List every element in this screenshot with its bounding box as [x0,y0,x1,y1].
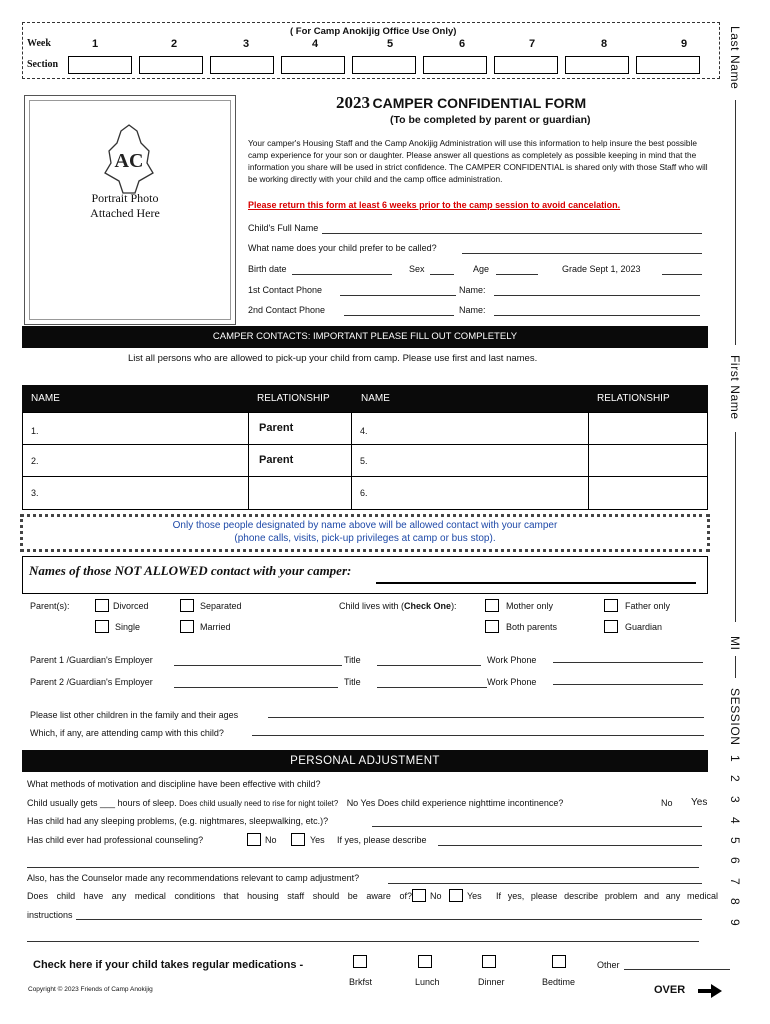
week-number: 8 [601,38,608,50]
contact-relationship-cell[interactable] [248,444,352,477]
counseling-label: Has child ever had professional counseling? [27,835,204,845]
form-title-text: CAMPER CONFIDENTIAL FORM [372,95,587,111]
employer2-label: Parent 2 /Guardian's Employer [30,677,153,687]
notice-line-1: Only those people designated by name above will be allowed contact with your camper [172,520,558,531]
toilet-no[interactable]: No [346,798,359,808]
medications-label: Check here if your child takes regular medications - [33,959,304,971]
contact-name-cell[interactable] [22,444,249,477]
guardian-checkbox[interactable] [604,620,618,633]
other-field[interactable] [624,969,730,970]
header-name-2: NAME [361,393,390,404]
sleep-hours-label: Child usually gets ___ hours of sleep. [27,798,177,808]
breakfast-label: Brkfst [349,977,373,987]
work-phone1-label: Work Phone [487,655,537,665]
row-number: 6. [360,488,368,498]
counseling-if-yes-label: If yes, please describe [337,835,427,845]
single-label: Single [115,622,141,632]
form-subtitle: (To be completed by parent or guardian) [390,114,591,126]
session-number[interactable]: 6 [728,857,742,865]
session-number[interactable]: 3 [728,796,742,804]
lives-with-c: ): [451,601,457,611]
birth-label: Birth date [248,264,287,274]
medical-no-checkbox[interactable] [412,889,426,902]
form-title [336,93,586,113]
married-checkbox[interactable] [180,620,194,633]
incontinence-label: Does child experience nighttime incontinence? [377,798,564,808]
session-label: SESSION [728,688,742,746]
header-relationship-1: RELATIONSHIP [257,393,330,404]
mi-line[interactable] [735,656,736,678]
counselor-field[interactable] [388,883,702,884]
counselor-label: Also, has the Counselor made any recommendations relevant to camp adjustment? [27,873,360,883]
counseling-no-checkbox[interactable] [247,833,261,846]
counseling-describe-field[interactable] [438,845,702,846]
sex-field[interactable] [430,274,454,275]
first-name-label: First Name [728,355,742,420]
birth-field[interactable] [292,274,392,275]
medical-label: Does child have any medical conditions that housing staff should be aware of? [27,891,412,901]
return-notice: Please return this form at least 6 weeks prior to the camp session to avoid cancelation. [248,200,621,210]
logo-letters: AC [114,150,144,172]
father-only-label: Father only [625,601,671,611]
employer2-field[interactable] [174,687,338,688]
parents-label: Parent(s): [30,601,70,611]
grade-label: Grade Sept 1, 2023 [562,264,641,274]
title2-field[interactable] [377,687,487,688]
section-box-4[interactable] [281,56,345,74]
sleep-row [27,798,563,808]
breakfast-checkbox[interactable] [353,955,367,968]
contact-relationship-cell[interactable] [248,476,352,510]
section-box-1[interactable] [68,56,132,74]
personal-bar [22,750,708,772]
session-number[interactable]: 4 [728,817,742,825]
row-number: 4. [360,426,368,436]
photo-caption-1: Portrait Photo [91,191,159,205]
other-children-field[interactable] [268,717,704,718]
contacts-bar [22,326,708,348]
section-box-6[interactable] [423,56,487,74]
childs-name-field[interactable] [322,233,702,234]
form-year: 2023 [336,93,370,112]
contact-relationship-cell[interactable] [588,444,708,477]
section-box-9[interactable] [636,56,700,74]
childs-name-label: Child's Full Name [248,223,319,233]
title2-label: Title [344,677,361,687]
week-number: 5 [387,38,394,50]
header-relationship-2: RELATIONSHIP [597,393,670,404]
counseling-no-label: No [265,835,277,845]
divorced-label: Divorced [113,601,149,611]
sleeping-problems-field[interactable] [372,826,702,827]
instructions-field[interactable] [76,919,702,920]
attending-label: Which, if any, are attending camp with this child? [30,728,224,738]
session-number[interactable]: 7 [728,878,742,886]
instructions-label: instructions [27,910,73,920]
section-box-5[interactable] [352,56,416,74]
notice-line-2: (phone calls, visits, pick-up privileges at camp or bus stop). [234,533,496,544]
office-use-heading: ( For Camp Anokijig Office Use Only) [290,26,457,37]
work-phone1-field[interactable] [553,662,703,663]
personal-bar-text: PERSONAL ADJUSTMENT [290,755,440,767]
photo-frame [24,95,236,325]
last-name-line[interactable] [735,100,736,345]
contacts-instruction: List all persons who are allowed to pick-up your child from camp. Please use first and last names. [128,353,538,364]
contact-relationship-cell[interactable] [588,476,708,510]
medical-describe-label: If yes, please describe problem and any medical [496,891,718,901]
contact1-label: 1st Contact Phone [248,285,323,295]
both-parents-label: Both parents [506,622,558,632]
week-number: 7 [529,38,536,50]
not-allowed-label: Names of those NOT ALLOWED contact with your camper: [29,563,352,578]
counseling-yes-label: Yes [310,835,325,845]
first-name-line[interactable] [735,432,736,622]
contact1-phone-field[interactable] [340,295,456,296]
session-number[interactable]: 5 [728,837,742,845]
week-number: 2 [171,38,178,50]
row-number: 3. [31,488,39,498]
both-parents-checkbox[interactable] [485,620,499,633]
medical-yes-checkbox[interactable] [449,889,463,902]
week-label: Week [27,38,51,49]
age-field[interactable] [496,274,538,275]
week-number: 9 [681,38,688,50]
toilet-yes[interactable]: Yes [360,798,376,808]
lives-with-a: Child lives with ( [339,601,405,611]
medical-yes-label: Yes [467,891,482,901]
contacts-bar-text: CAMPER CONTACTS: IMPORTANT PLEASE FILL OUT COMPLETELY [212,331,518,342]
dinner-label: Dinner [478,977,505,987]
contact1-name-label: Name: [459,285,486,295]
instructions-extra-line[interactable] [27,941,699,942]
section-label: Section [27,59,59,70]
incontinence-no[interactable]: No [661,798,673,808]
night-toilet-label: Does child usually need to rise for night toilet? [179,799,339,808]
week-number: 6 [459,38,466,50]
bedtime-checkbox[interactable] [552,955,566,968]
lives-with-label [339,601,457,611]
divorced-checkbox[interactable] [95,599,109,612]
relationship-value: Parent [259,422,294,434]
contact1-name-field[interactable] [494,295,700,296]
row-number: 5. [360,456,368,466]
contact-relationship-cell[interactable] [588,412,708,445]
married-label: Married [200,622,231,632]
attending-field[interactable] [252,735,704,736]
counseling-yes-checkbox[interactable] [291,833,305,846]
contact2-name-label: Name: [459,305,486,315]
pref-name-field[interactable] [462,253,702,254]
title1-label: Title [344,655,361,665]
header-name-1: NAME [31,393,60,404]
intro-paragraph: Your camper's Housing Staff and the Camp Anokijig Administration will use this information to help insure the best possible camp experience for your son or daughter. Please answer all questions as completely as possible keeping in mind that the information you share will be used in strict confidence. The CAMPER CONFIDENTIAL is shared only with those Staff who will be working directly with your child and the camp office administration. [248,138,708,184]
lunch-label: Lunch [415,977,440,987]
week-number: 1 [92,38,99,50]
pref-name-label: What name does your child prefer to be called? [248,243,437,253]
contact-name-cell[interactable] [22,412,249,445]
employer1-label: Parent 1 /Guardian's Employer [30,655,153,665]
week-number: 3 [243,38,250,50]
lunch-checkbox[interactable] [418,955,432,968]
section-box-2[interactable] [139,56,203,74]
father-only-checkbox[interactable] [604,599,618,612]
other-label: Other [597,960,620,970]
contact2-phone-field[interactable] [344,315,454,316]
session-number[interactable]: 1 [728,755,742,763]
title1-field[interactable] [377,665,481,666]
section-box-3[interactable] [210,56,274,74]
work-phone2-field[interactable] [553,684,703,685]
session-number[interactable]: 8 [728,898,742,906]
medical-no-label: No [430,891,442,901]
contact-name-cell[interactable] [22,476,249,510]
single-checkbox[interactable] [95,620,109,633]
camp-logo [97,123,161,195]
mi-label: MI [728,636,742,651]
contact2-label: 2nd Contact Phone [248,305,326,315]
contact-relationship-cell[interactable] [248,412,352,445]
photo-caption-2: Attached Here [90,206,160,220]
arrow-right-icon [697,983,723,999]
other-children-label: Please list other children in the family and their ages [30,710,239,720]
last-name-label: Last Name [728,26,742,90]
week-number: 4 [312,38,319,50]
contact2-name-field[interactable] [494,315,700,316]
row-number: 2. [31,456,39,466]
row-number: 1. [31,426,39,436]
incontinence-yes[interactable]: Yes [691,797,708,808]
section-box-7[interactable] [494,56,558,74]
section-box-8[interactable] [565,56,629,74]
contact-name-cell[interactable] [351,476,589,510]
work-phone2-label: Work Phone [487,677,537,687]
session-number[interactable]: 2 [728,775,742,783]
separated-checkbox[interactable] [180,599,194,612]
contact-name-cell[interactable] [351,444,589,477]
grade-field[interactable] [662,274,702,275]
motivation-label: What methods of motivation and discipline have been effective with child? [27,779,321,789]
dinner-checkbox[interactable] [482,955,496,968]
guardian-label: Guardian [625,622,663,632]
mother-only-label: Mother only [506,601,554,611]
separated-label: Separated [200,601,242,611]
relationship-value: Parent [259,454,294,466]
contact-name-cell[interactable] [351,412,589,445]
copyright: Copyright © 2023 Friends of Camp Anokijig [28,986,153,993]
counseling-extra-line[interactable] [27,867,699,868]
mother-only-checkbox[interactable] [485,599,499,612]
lives-with-b: Check One [404,601,452,611]
session-number[interactable]: 9 [728,919,742,927]
sex-label: Sex [409,264,425,274]
employer1-field[interactable] [174,665,342,666]
not-allowed-field[interactable] [376,582,696,584]
bedtime-label: Bedtime [542,977,576,987]
age-label: Age [473,264,490,274]
over-label: OVER [654,984,686,996]
sleeping-problems-label: Has child had any sleeping problems, (e.g. nightmares, sleepwalking, etc.)? [27,816,329,826]
